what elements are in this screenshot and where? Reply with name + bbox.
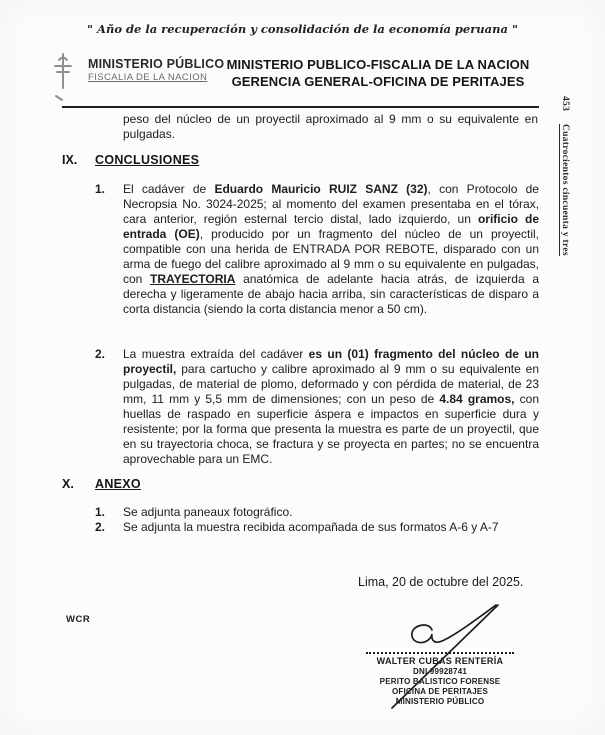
anexo-1-number: 1. — [95, 505, 106, 519]
folio-words: Cuatrocientos cincuenta y tres — [560, 123, 570, 256]
anexo-2-text: Se adjunta la muestra recibida acompañada de sus formatos A-6 y A-7 — [123, 520, 499, 534]
anexo-1-text: Se adjunta paneaux fotográfico. — [123, 505, 293, 519]
conclusion-2-number: 2. — [95, 347, 106, 361]
signer-role: PERITO BALISTICO FORENSE — [379, 677, 501, 686]
typist-initials: WCR — [66, 614, 91, 625]
conclusion-1-number: 1. — [95, 182, 106, 196]
header-divider — [62, 106, 539, 108]
continuation-paragraph: peso del núcleo de un proyectil aproximado al 9 mm o su equivalente en pulgadas. — [123, 112, 538, 141]
section-anexo-numeral: X. — [62, 477, 74, 491]
signature-dotted-line — [366, 652, 514, 654]
logo-ministerio-publico: MINISTERIO PÚBLICO — [88, 57, 225, 71]
logo-fiscalia-nacion: FISCALIA DE LA NACION — [88, 72, 208, 83]
date-line: Lima, 20 de octubre del 2025. — [358, 575, 524, 589]
section-anexo-heading — [62, 477, 362, 493]
signer-org: MINISTERIO PÚBLICO — [395, 697, 485, 706]
ministerio-publico-logo-icon — [46, 50, 80, 104]
section-conclusiones-heading — [62, 153, 362, 169]
section-conclusiones-title: CONCLUSIONES — [95, 153, 200, 167]
document-motto: " Año de la recuperación y consolidación de la economía peruana " — [87, 22, 518, 36]
section-anexo-title: ANEXO — [95, 477, 141, 491]
section-conclusiones-numeral: IX. — [62, 153, 78, 167]
folio-number: 453 — [560, 96, 570, 112]
letterhead-title — [222, 56, 534, 90]
anexo-2-number: 2. — [95, 520, 106, 534]
conclusion-1-text: El cadáver de Eduardo Mauricio RUIZ SANZ (32), con Protocolo de Necropsia No. 3024-2025; al momento del examen presentaba en el tórax, cara anterior, región esternal tercio distal, lado izquierdo, un orificio de entrada (OE), producido por un fragmento del núcleo de un proyectil, compatible con una herida de ENTRADA POR REBOTE, disparado con un arma de fuego del calibre aproximado al 9 mm o su equivalente en pulgadas, con TRAYECTORIA anatómica de adelante hacia atrás, de izquierda a derecha y ligeramente de abajo hacia arriba, sin características de disparo a corta distancia (siendo la corta distancia menor a 50 cm). — [123, 182, 540, 316]
logo-text — [88, 58, 224, 84]
conclusion-2-text: La muestra extraída del cadáver es un (01) fragmento del núcleo de un proyectil, para cartucho y calibre aproximado al 9 mm o su equivalente en pulgadas, de material de plomo, deformado y con pérdida de material, de 23 mm, 11 mm y 5,5 mm de dimensiones; con un peso de 4.84 gramos, con huellas de raspado en superficie áspera e impactos en superficie dura y resistente; por la forma que presenta la muestra es parte de un proyectil, que en su trayectoria choca, se fractura y se proyecta en partes; no se encuentra aprovechable para un EMC. — [123, 347, 539, 466]
letterhead-title-line1: MINISTERIO PUBLICO-FISCALIA DE LA NACION — [226, 57, 530, 72]
signer-dni: DNI 99928741 — [413, 667, 467, 676]
signature-block — [365, 652, 515, 707]
signer-office: OFICINA DE PERITAJES — [391, 687, 488, 696]
folio-margin-note — [560, 96, 570, 256]
letterhead-title-line2: GERENCIA GENERAL-OFICINA DE PERITAJES — [231, 74, 525, 89]
signer-name: WALTER CUBAS RENTERÍA — [376, 656, 504, 666]
